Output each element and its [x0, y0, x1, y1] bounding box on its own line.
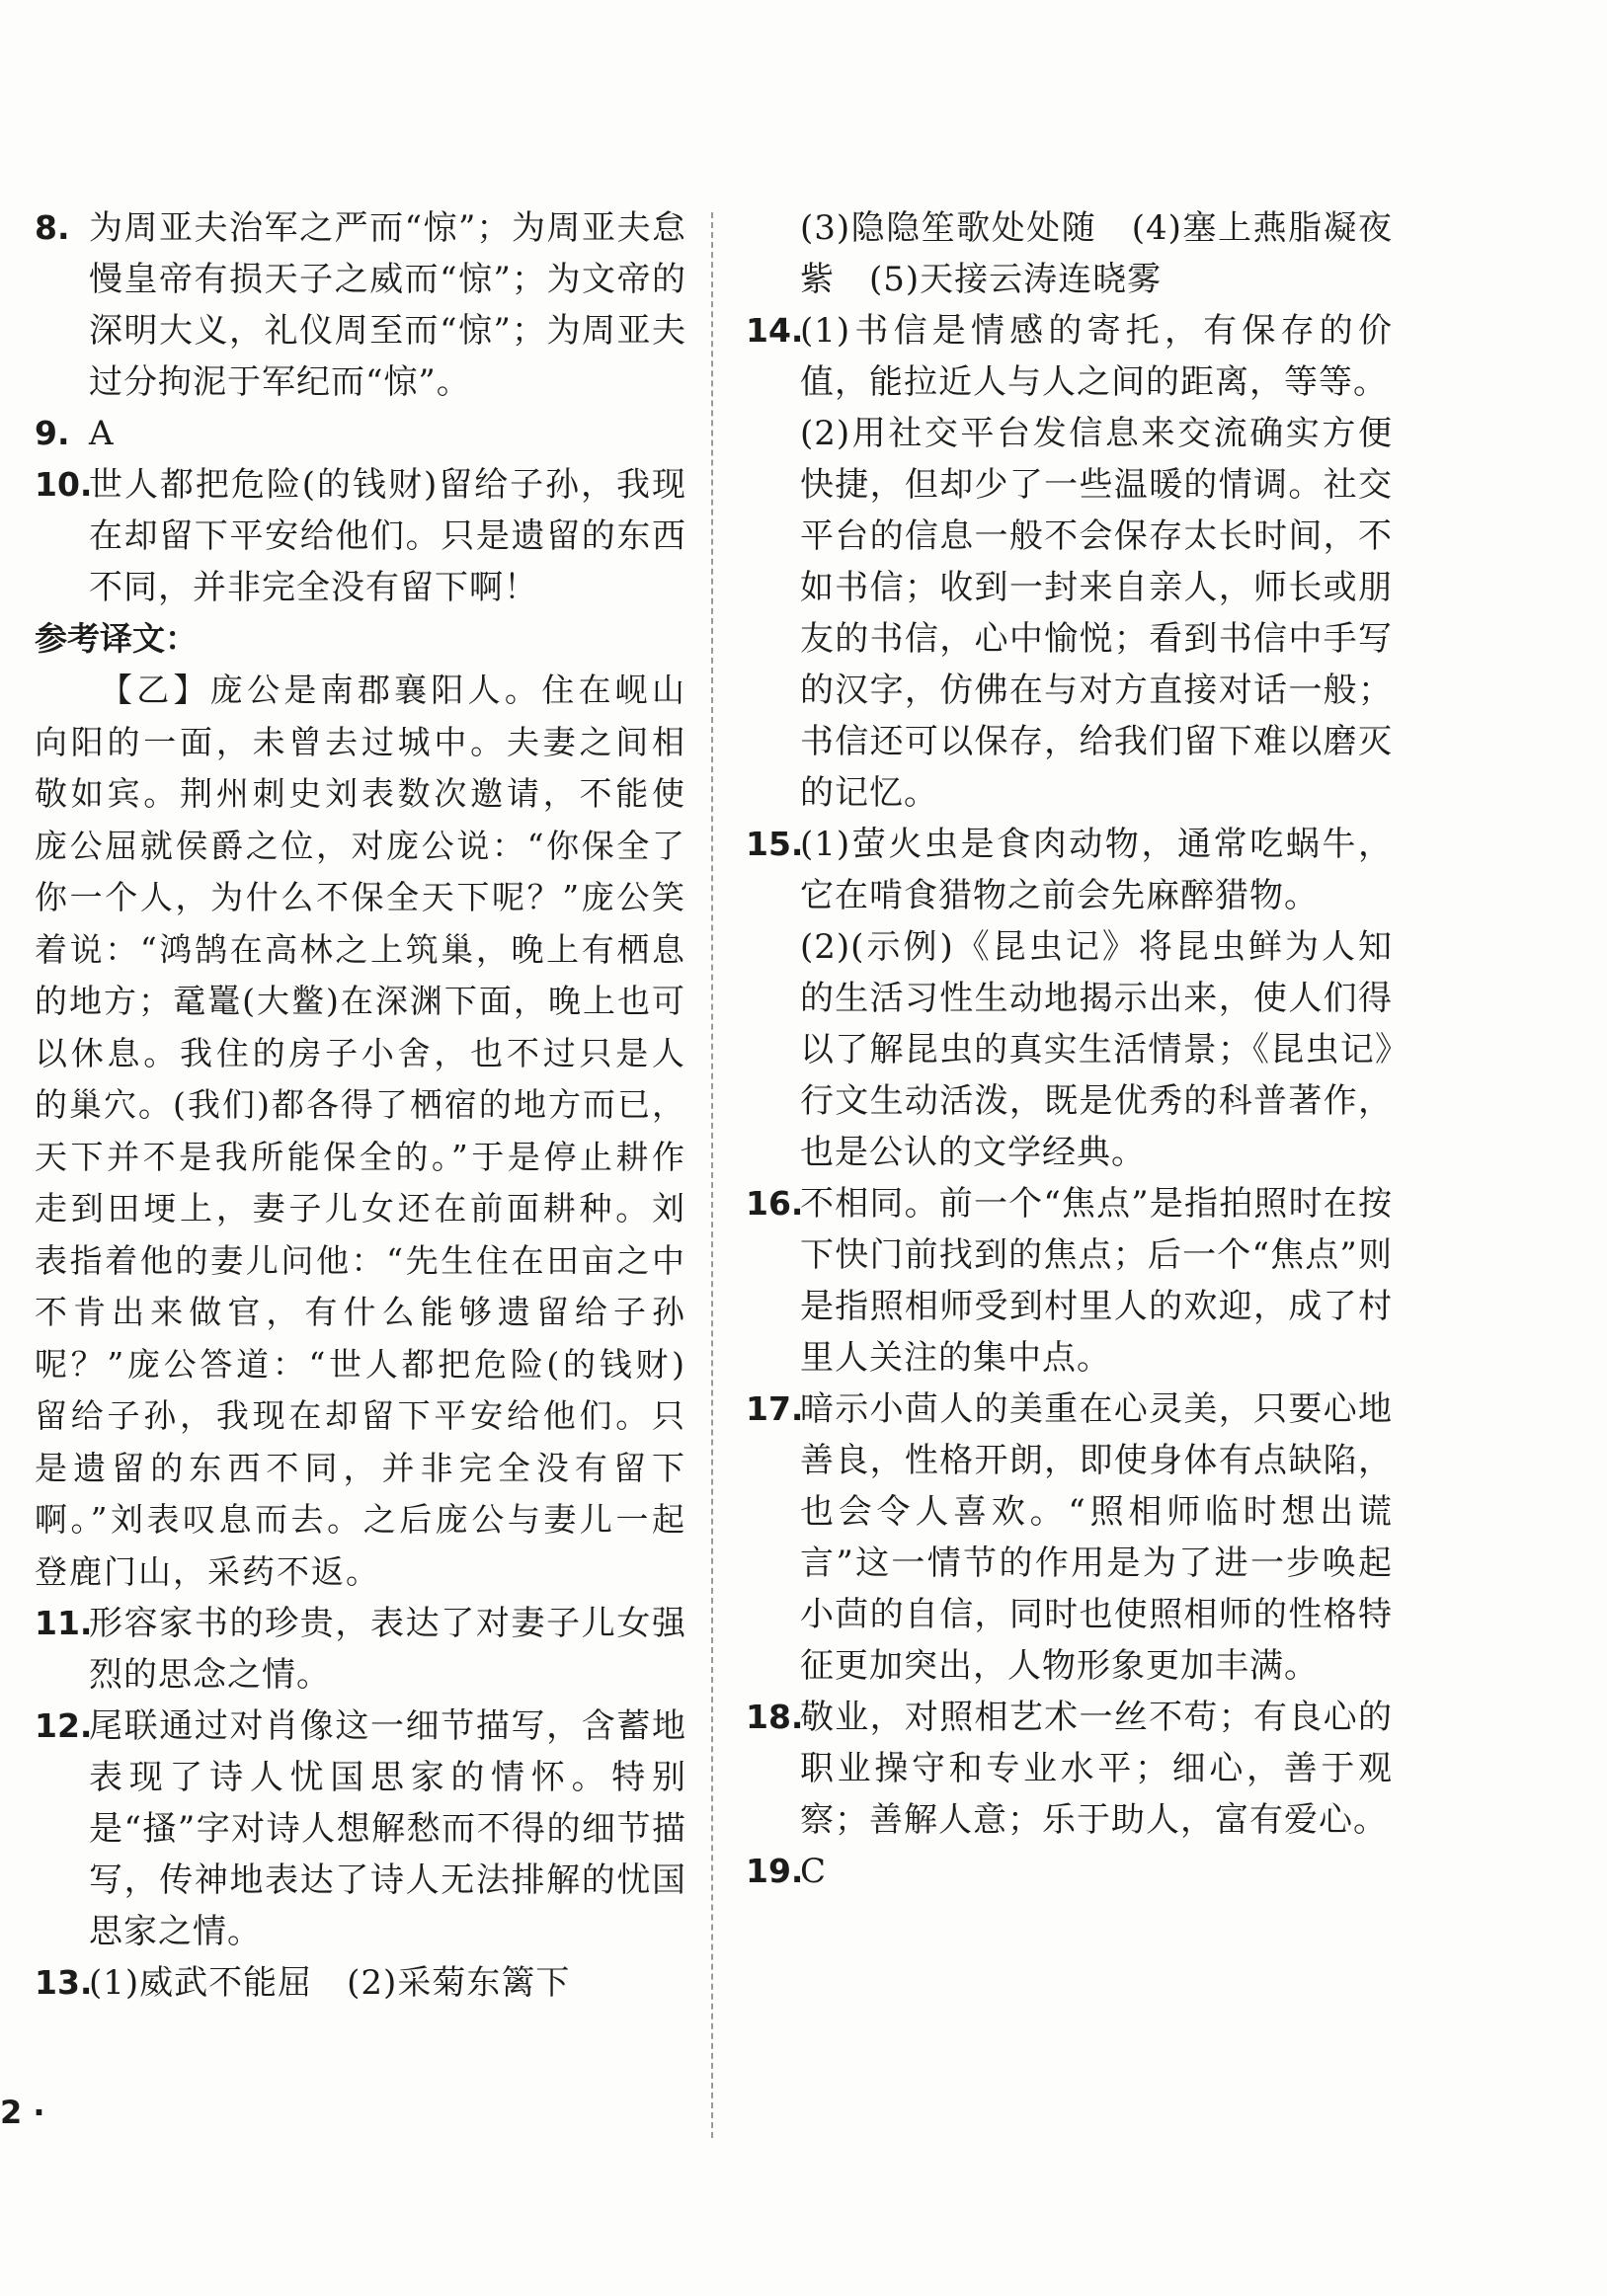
- page-number: 2 ·: [0, 2094, 45, 2131]
- answer-number: 18.: [746, 1698, 804, 1736]
- answer-item: [746, 819, 1393, 1178]
- answer-item: [746, 202, 1393, 305]
- answer-number: 14.: [746, 311, 804, 350]
- answer-item: [35, 1957, 686, 2009]
- answer-text: 不相同。前一个“焦点”是指拍照时在按下快门前找到的焦点；后一个“焦点”则是指照相师受到村里人的欢迎，成了村里人关注的集中点。: [800, 1184, 1393, 1378]
- answer-item: [746, 1692, 1393, 1846]
- answer-text: 形容家书的珍贵，表达了对妻子儿女强烈的思念之情。: [89, 1604, 686, 1695]
- answer-item: [35, 408, 686, 459]
- answer-part: (1)萤火虫是食肉动物，通常吃蜗牛，它在啃食猎物之前会先麻醉猎物。: [800, 825, 1393, 915]
- answer-text: 暗示小茴人的美重在心灵美，只要心地善良，性格开朗，即使身体有点缺陷，也会令人喜欢。“照相师临时想出谎言”这一情节的作用是为了进一步唤起小茴的自信，同时也使照相师的性格特征更加突出，人物形象更加丰满。: [800, 1389, 1393, 1686]
- answer-text: 为周亚夫治军之严而“惊”；为周亚夫怠慢皇帝有损天子之威而“惊”；为文帝的深明大义，礼仪周至而“惊”；为周亚夫过分拘泥于军纪而“惊”。: [89, 208, 686, 402]
- answer-number: 10.: [35, 465, 93, 504]
- answer-text: [800, 305, 1393, 819]
- left-column: [35, 202, 686, 2009]
- answer-text: (1)威武不能屈 (2)采菊东篱下: [89, 1963, 571, 2003]
- answer-item: [746, 1846, 1393, 1897]
- answer-item: [35, 1598, 686, 1701]
- answer-item: [746, 305, 1393, 819]
- answer-text: 世人都把危险(的钱财)留给子孙，我现在却留下平安给他们。只是遗留的东西不同，并非完全没有留下啊！: [89, 465, 686, 607]
- answer-number: 8.: [35, 208, 70, 247]
- answer-text: A: [89, 414, 115, 453]
- answer-number: 12.: [35, 1706, 93, 1745]
- answer-part: (2)用社交平台发信息来交流确实方便快捷，但却少了一些温暖的情调。社交平台的信息一般不会保存太长时间，不如书信；收到一封来自亲人，师长或朋友的书信，心中愉悦；看到书信中手写的汉字，仿佛在与对方直接对话一般；书信还可以保存，给我们留下难以磨灭的记忆。: [800, 414, 1393, 813]
- answer-text: (3)隐隐笙歌处处随 (4)塞上燕脂凝夜紫 (5)天接云涛连晓雾: [800, 208, 1393, 299]
- answer-number: 9.: [35, 414, 70, 452]
- answer-number: 16.: [746, 1184, 804, 1223]
- answer-text: [800, 819, 1393, 1178]
- answer-number: 11.: [35, 1604, 93, 1642]
- answer-number: 17.: [746, 1389, 804, 1428]
- answer-part: (1)书信是情感的寄托，有保存的价值，能拉近人与人之间的距离，等等。: [800, 311, 1393, 402]
- answer-item: [746, 1384, 1393, 1692]
- answer-item: [35, 202, 686, 408]
- answer-part: (2)(示例)《昆虫记》将昆虫鲜为人知的生活习性生动地揭示出来，使人们得以了解昆虫的真实生活情景；《昆虫记》行文生动活泼，既是优秀的科普著作，也是公认的文学经典。: [800, 927, 1393, 1172]
- answer-text: 尾联通过对肖像这一细节描写，含蓄地表现了诗人忧国思家的情怀。特别是“搔”字对诗人想解愁而不得的细节描写，传神地表达了诗人无法排解的忧国思家之情。: [89, 1706, 686, 1951]
- translation-text: 【乙】庞公是南郡襄阳人。住在岘山向阳的一面，未曾去过城中。夫妻之间相敬如宾。荆州刺史刘表数次邀请，不能使庞公屈就侯爵之位，对庞公说：“你保全了你一个人，为什么不保全天下呢？”庞公笑着说：“鸿鹄在高林之上筑巢，晚上有栖息的地方；鼋鼍(大鳖)在深渊下面，晚上也可以休息。我住的房子小舍，也不过只是人的巢穴。(我们)都各得了栖宿的地方而已，天下并不是我所能保全的。”于是停止耕作走到田埂上，妻子儿女还在前面耕种。刘表指着他的妻儿问他：“先生住在田亩之中不肯出来做官，有什么能够遗留给子孙呢？”庞公答道：“世人都把危险(的钱财)留给子孙，我现在却留下平安给他们。只是遗留的东西不同，并非完全没有留下啊。”刘表叹息而去。之后庞公与妻儿一起登鹿门山，采药不返。: [35, 671, 686, 1591]
- column-divider: [711, 212, 713, 2138]
- answer-item: [35, 459, 686, 613]
- answer-text: 敬业，对照相艺术一丝不苟；有良心的职业操守和专业水平；细心，善于观察；善解人意；乐于助人，富有爱心。: [800, 1698, 1393, 1840]
- right-column: [746, 202, 1393, 1897]
- answer-text: C: [800, 1852, 828, 1891]
- answer-item: [746, 1178, 1393, 1384]
- answer-number: 19.: [746, 1852, 804, 1890]
- answer-item: [35, 1701, 686, 1957]
- answer-number: 15.: [746, 825, 804, 863]
- translation-heading: 参考译文：: [35, 619, 198, 658]
- answer-number: 13.: [35, 1963, 93, 2002]
